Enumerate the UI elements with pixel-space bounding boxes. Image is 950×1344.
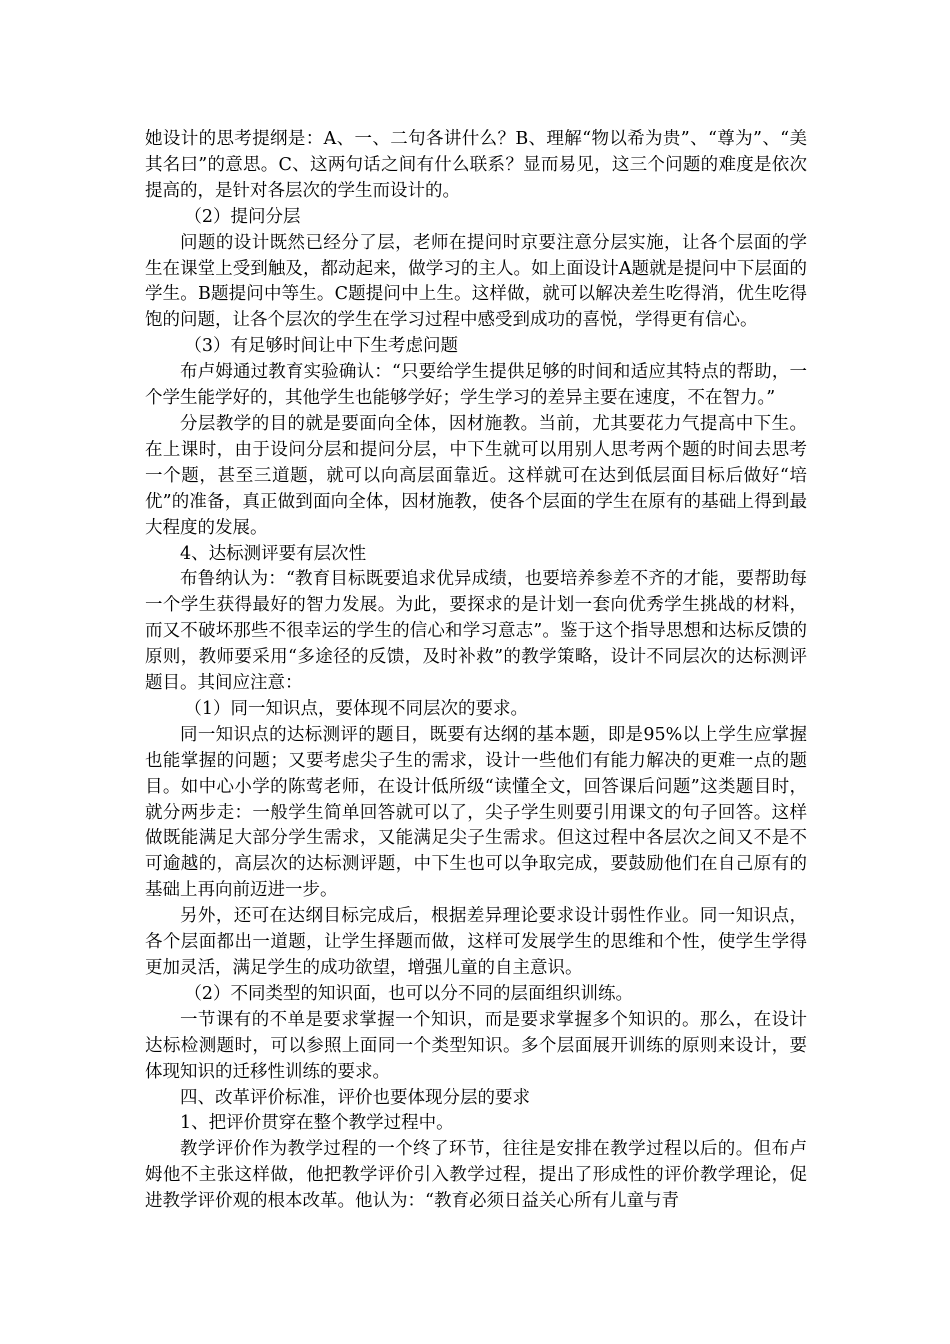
paragraph: 一节课有的不单是要求掌握一个知识，而是要求掌握多个知识的。那么，在设计达标检测题时，可以参照上面同一个类型知识。多个层面展开训练的原则来设计，要体现知识的迁移性训练的要求。 — [145, 1009, 807, 1082]
section-heading-assessment-levels: 4、达标测评要有层次性 — [180, 543, 367, 564]
paragraph: 问题的设计既然已经分了层，老师在提问时京要注意分层实施，让各个层面的学生在课堂上受到触及，都动起来，做学习的主人。如上面设计A题就是提问中下层面的学生。B题提问中等生。C题提问中上生。这样做，就可以解决差生吃得消，优生吃得饱的问题，让各个层次的学生在学习过程中感受到成功的喜悦，学得更有信心。 — [145, 232, 807, 331]
section-heading-evaluation-reform: 四、改革评价标准，评价也要体现分层的要求 — [180, 1087, 530, 1108]
paragraph-continued: 她设计的思考提纲是：A、一、二句各讲什么？B、理解“物以希为贵”、“尊为”、“美其名曰”的意思。C、这两句话之间有什么联系？显而易见，这三个问题的难度是依次提高的，是针对各层次的学生而设计的。 — [145, 129, 807, 201]
subheading-same-knowledge-point: （1）同一知识点，要体现不同层次的要求。 — [184, 698, 529, 719]
paragraph: 同一知识点的达标测评的题目，既要有达纲的基本题，即是95%以上学生应掌握也能掌握的问题；又要考虑尖子生的需求，设计一些他们有能力解决的更难一点的题目。如中心小学的陈莺老师，在设计低所级“读懂全文，回答课后问题”这类题目时，就分两步走：一般学生简单回答就可以了，尖子学生则要引用课文的句子回答。这样做既能满足大部分学生需求，又能满足尖子生需求。但这过程中各层次之间又不是不可逾越的，高层次的达标测评题，中下生也可以争取完成，要鼓励他们在自己原有的基础上再向前迈进一步。 — [145, 724, 807, 901]
section-heading-evaluation-throughout: 1、把评价贯穿在整个教学过程中。 — [180, 1113, 454, 1134]
subheading-different-knowledge-types: （2）不同类型的知识面，也可以分不同的层面组织训练。 — [184, 983, 634, 1004]
subheading-question-layering: （2）提问分层 — [184, 206, 301, 227]
paragraph: 布卢姆通过教育实验确认：“只要给学生提供足够的时间和适应其特点的帮助，一个学生能学好的，其他学生也能够学好；学生学习的差异主要在速度，不在智力。” — [145, 362, 807, 409]
subheading-enough-time: （3）有足够时间让中下生考虑问题 — [184, 336, 459, 357]
paragraph: 教学评价作为教学过程的一个终了环节，往往是安排在教学过程以后的。但布卢姆他不主张这样做，他把教学评价引入教学过程，提出了形成性的评价教学理论，促进教学评价观的根本改革。他认为：“教育必须日益关心所有儿童与青 — [145, 1139, 807, 1212]
paragraph: 布鲁纳认为：“教育目标既要追求优异成绩，也要培养参差不齐的才能，要帮助每一个学生获得最好的智力发展。为此，要探求的是计划一套向优秀学生挑战的材料，而又不破坏那些不很幸运的学生的信心和学习意志”。鉴于这个指导思想和达标反馈的原则，教师要采用“多途径的反馈，及时补救”的教学策略，设计不同层次的达标测评题目。其间应注意： — [145, 569, 807, 694]
document-body — [145, 127, 807, 1215]
paragraph: 分层教学的目的就是要面向全体，因材施教。当前，尤其要花力气提高中下生。在上课时，由于设问分层和提问分层，中下生就可以用别人思考两个题的时间去思考一个题，甚至三道题，就可以向高层面靠近。这样就可在达到低层面目标后做好“培优”的准备，真正做到面向全体，因材施教，使各个层面的学生在原有的基础上得到最大程度的发展。 — [145, 413, 807, 538]
paragraph: 另外，还可在达纲目标完成后，根据差异理论要求设计弱性作业。同一知识点，各个层面都出一道题，让学生择题而做，这样可发展学生的思维和个性，使学生学得更加灵活，满足学生的成功欲望，增强儿童的自主意识。 — [145, 906, 807, 978]
